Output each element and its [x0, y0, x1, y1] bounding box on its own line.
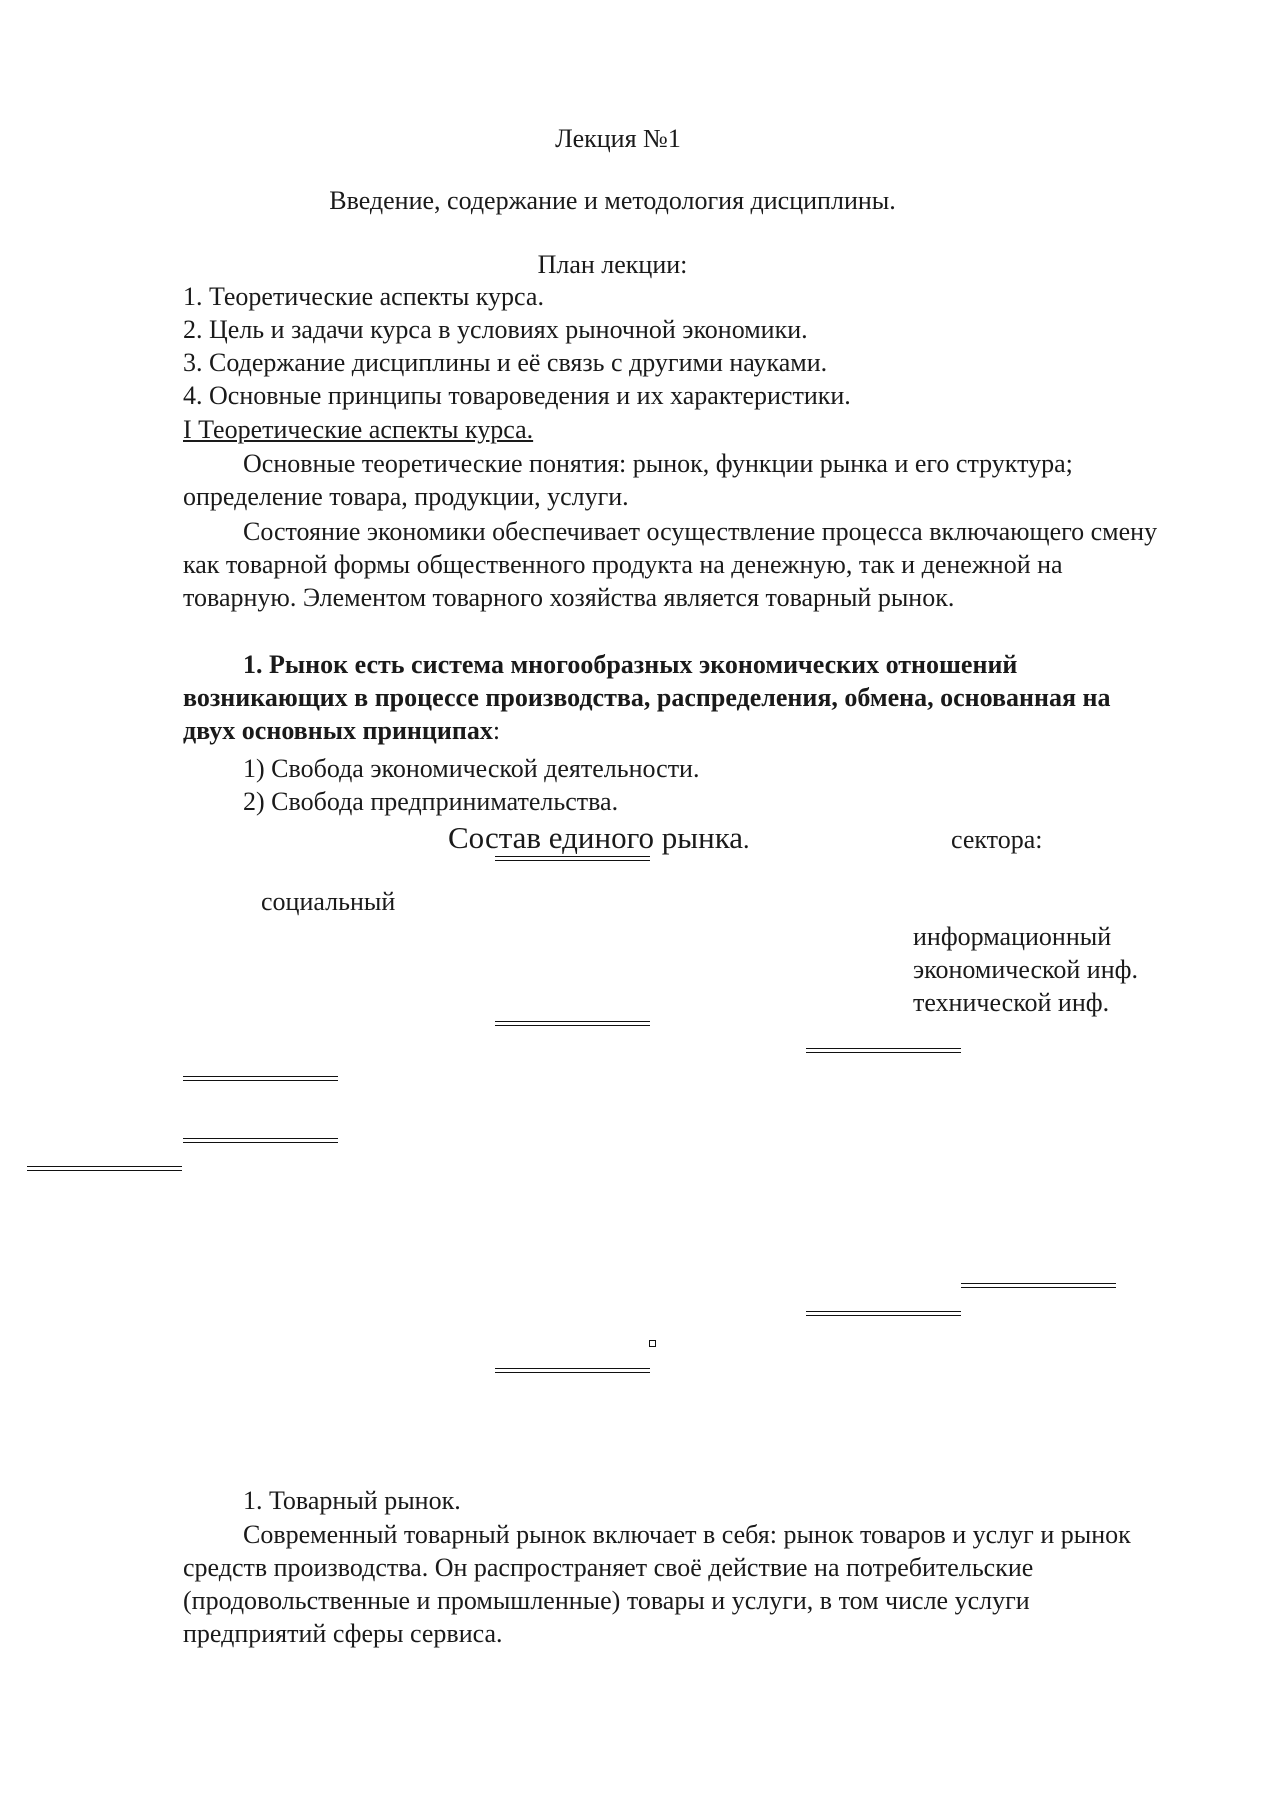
diagram-connector-line: [495, 1021, 650, 1026]
diagram-connector-line: [495, 856, 650, 861]
diagram-title: [448, 818, 750, 860]
diagram-connector-line: [806, 1311, 961, 1316]
diagram-connector-line: [495, 1368, 650, 1373]
diagram-connector-line: [806, 1048, 961, 1053]
paragraph: Основные теоретические понятия: рынок, функции рынка и его структура; определение товара, продукции, услуги.: [183, 449, 1073, 511]
lecture-title: Лекция №1: [555, 124, 681, 153]
info-sector-block: [913, 920, 1138, 1019]
plan-title: План лекции:: [537, 250, 688, 279]
paragraph: Современный товарный рынок включает в себя: рынок товаров и услуг и рынок средств производства. Он распространяет своё действие на потребительские (продовольственные и промышленные) товары и услуги, в том числе услуги предприятий сферы сервиса.: [183, 1520, 1131, 1648]
plan-item: 1. Теоретические аспекты курса.: [183, 282, 544, 311]
plan-item: 3. Содержание дисциплины и её связь с другими науками.: [183, 348, 828, 377]
diagram-connector-line: [961, 1283, 1116, 1288]
diagram-anchor-point: [649, 1340, 656, 1347]
section-heading: I Теоретические аспекты курса.: [183, 415, 534, 444]
info-sector-line: информационный: [913, 922, 1112, 951]
principles-list: [243, 752, 699, 818]
diagram-title-dot: .: [743, 825, 750, 854]
diagram-connector-line: [27, 1166, 182, 1171]
sectors-label: сектора:: [951, 825, 1043, 854]
info-sector-line: технической инф.: [913, 988, 1110, 1017]
info-sector-line: экономической инф.: [913, 955, 1138, 984]
plan-item: 2. Цель и задачи курса в условиях рыночной экономики.: [183, 315, 808, 344]
plan-item: 4. Основные принципы товароведения и их характеристики.: [183, 381, 851, 410]
diagram-connector-line: [183, 1076, 338, 1081]
principle-item: 1) Свобода экономической деятельности.: [243, 754, 700, 783]
plan-list: [183, 280, 851, 412]
market-definition: [183, 648, 1168, 747]
principle-item: 2) Свобода предпринимательства.: [243, 787, 619, 816]
diagram-connector-line: [183, 1138, 338, 1143]
definition-text: 1. Рынок есть система многообразных экономических отношений возникающих в процессе производства, распределения, обмена, основанная на двух основных принципах: [183, 650, 1111, 745]
paragraph: Состояние экономики обеспечивает осуществление процесса включающего смену как товарной формы общественного продукта на денежную, так и денежной на товарную. Элементом товарного хозяйства является товарный рынок.: [183, 517, 1158, 612]
social-sector-label: социальный: [261, 887, 396, 916]
subsection-heading: 1. Товарный рынок.: [243, 1486, 461, 1515]
definition-colon: :: [492, 716, 501, 745]
lecture-subtitle: Введение, содержание и методология дисциплины.: [329, 186, 896, 215]
diagram-title-text: Состав единого рынка: [448, 820, 744, 855]
